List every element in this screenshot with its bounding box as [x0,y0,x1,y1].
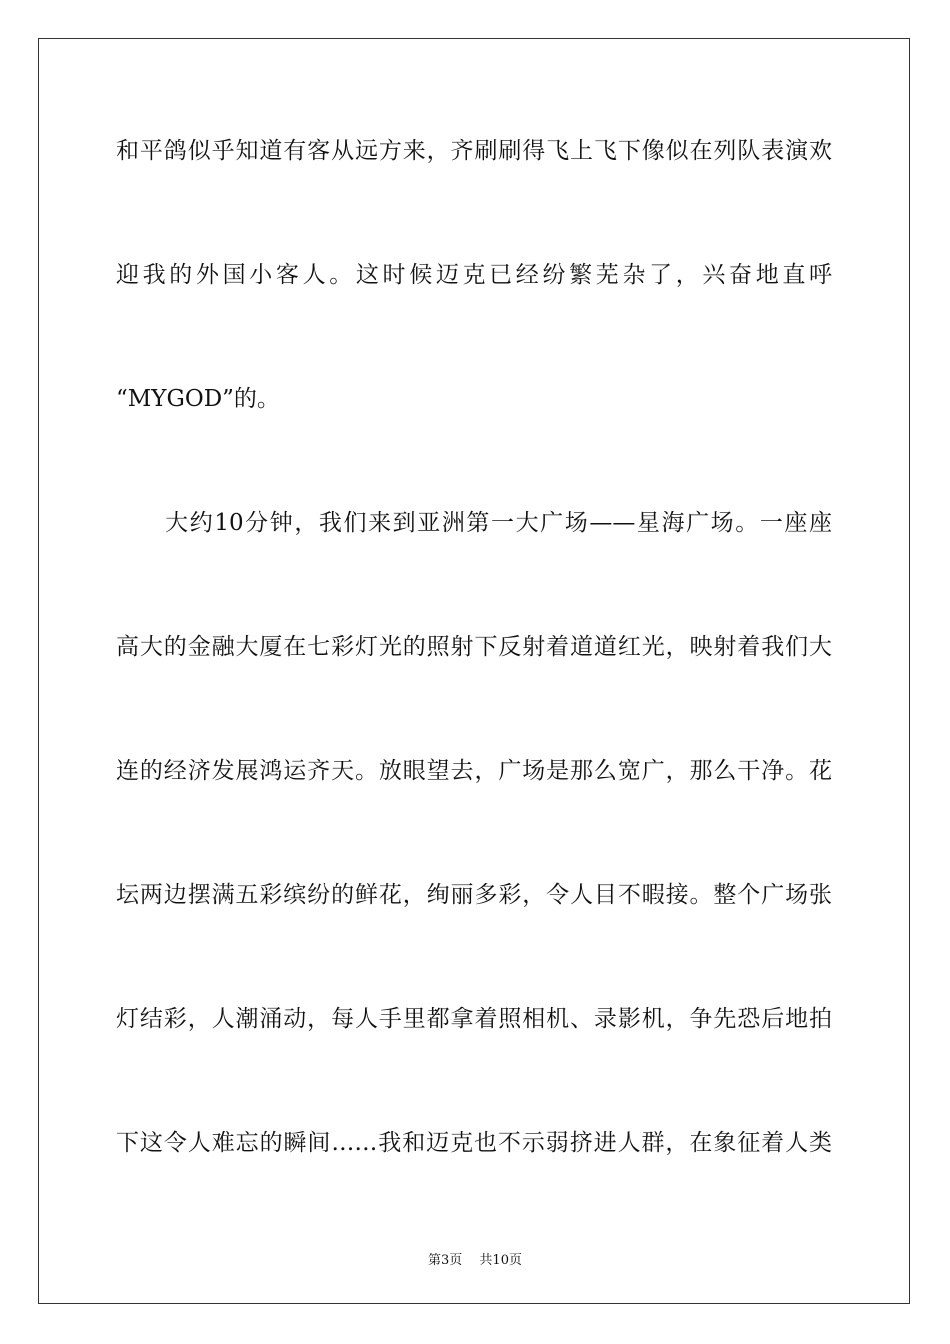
body-line-4: 大约10分钟，我们来到亚洲第一大广场——星海广场。一座座 [116,510,832,536]
body-line-1: 和平鸽似乎知道有客从远方来，齐刷刷得飞上飞下像似在列队表演欢 [116,138,832,164]
body-line-8: 灯结彩，人潮涌动，每人手里都拿着照相机、录影机，争先恐后地拍 [116,1006,832,1032]
body-line-7: 坛两边摆满五彩缤纷的鲜花，绚丽多彩，令人目不暇接。整个广场张 [116,882,832,908]
body-line-2: 迎我的外国小客人。这时候迈克已经纷繁芜杂了，兴奋地直呼 [116,262,832,288]
body-line-5: 高大的金融大厦在七彩灯光的照射下反射着道道红光，映射着我们大 [116,634,832,660]
body-line-9: 下这令人难忘的瞬间……我和迈克也不示弱挤进人群，在象征着人类 [116,1130,832,1156]
body-line-3: “MYGOD”的。 [116,386,280,412]
page-border [38,38,910,1304]
body-line-6: 连的经济发展鸿运齐天。放眼望去，广场是那么宽广，那么干净。花 [116,758,832,784]
page-footer: 第3页 共10页 [428,1253,522,1268]
